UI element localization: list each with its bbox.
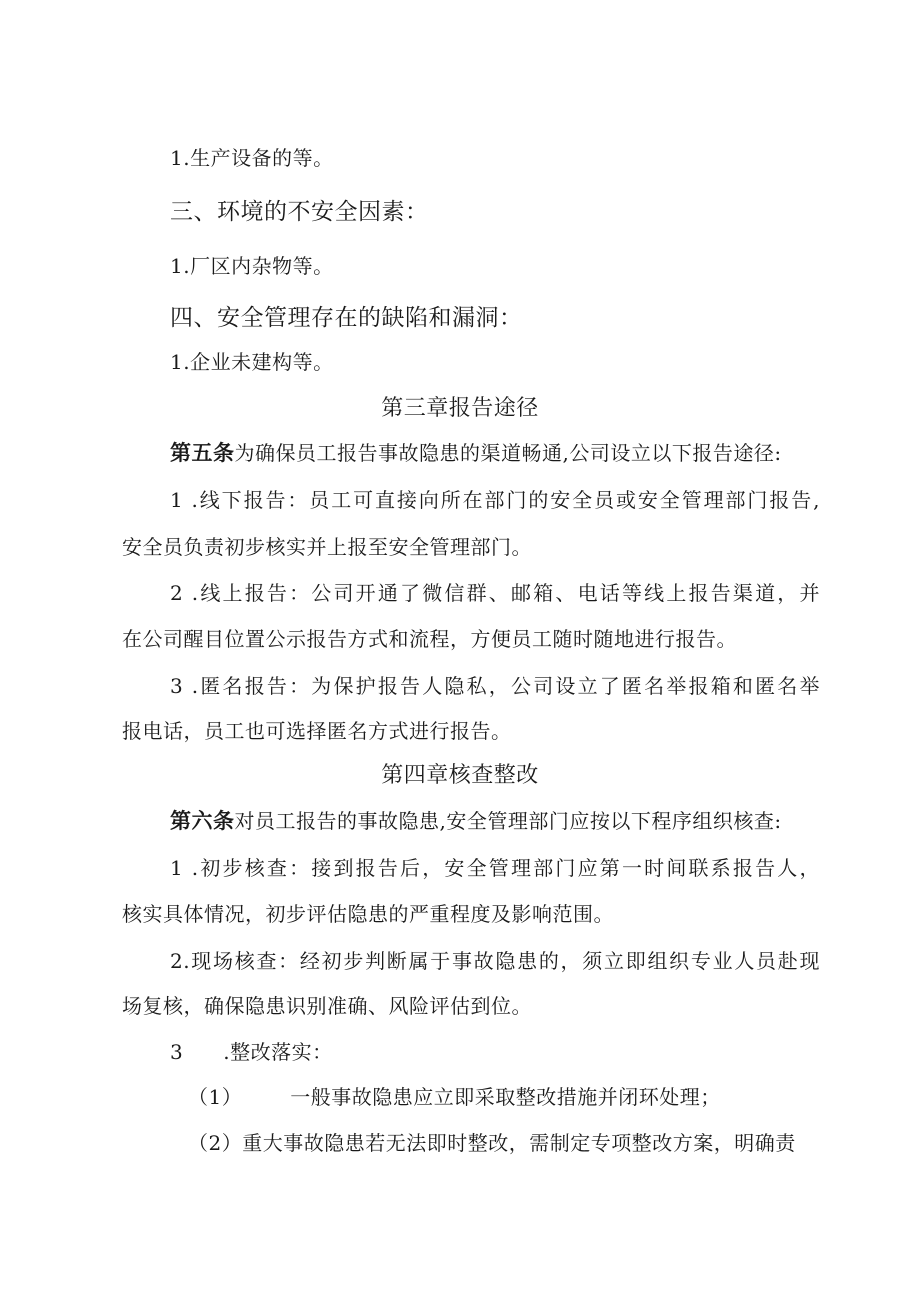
sub-item-major-hazard: （2）重大事故隐患若无法即时整改，需制定专项整改方案，明确责 [188, 1131, 796, 1155]
check-onsite-line-2: 场复核，确保隐患识别准确、风险评估到位。 [122, 994, 532, 1018]
article-five [170, 438, 782, 468]
check-initial-line-1: 1 .初步核查：接到报告后，安全管理部门应第一时间联系报告人， [170, 856, 820, 880]
item-factory-debris: 1.厂区内杂物等。 [170, 254, 334, 278]
sub-item-general-number: （1） [188, 1085, 243, 1109]
report-online-line-2: 在公司醒目位置公示报告方式和流程，方便员工随时随地进行报告。 [122, 627, 737, 651]
report-offline-line-2: 安全员负责初步核实并上报至安全管理部门。 [122, 535, 532, 559]
article-six-label: 第六条 [170, 809, 235, 833]
sub-item-general-text: 一般事故隐患应立即采取整改措施并闭环处理； [290, 1085, 721, 1109]
article-five-text: 为确保员工报告事故隐患的渠道畅通,公司设立以下报告途径: [234, 441, 782, 465]
section-heading-management-defects: 四、安全管理存在的缺陷和漏洞： [170, 305, 523, 331]
chapter-title-reporting: 第三章报告途径 [381, 396, 539, 421]
item-production-equipment: 1.生产设备的等。 [170, 146, 334, 170]
report-anonymous-line-1: 3 .匿名报告：为保护报告人隐私，公司设立了匿名举报箱和匿名举 [170, 674, 820, 698]
report-offline-line-1: 1 .线下报告：员工可直接向所在部门的安全员或安全管理部门报告, [170, 488, 820, 512]
sub-item-general-hazard [188, 1082, 721, 1112]
rectification-number: 3 [170, 1040, 184, 1064]
article-six-text: 对员工报告的事故隐患,安全管理部门应按以下程序组织核查: [234, 809, 782, 833]
rectification-item [170, 1037, 333, 1067]
article-five-label: 第五条 [170, 441, 235, 465]
item-enterprise-not-built: 1.企业未建构等。 [170, 350, 334, 374]
report-anonymous-line-2: 报电话，员工也可选择匿名方式进行报告。 [122, 719, 512, 743]
chapter-title-inspection: 第四章核查整改 [381, 763, 539, 788]
report-online-line-1: 2 .线上报告：公司开通了微信群、邮箱、电话等线上报告渠道，并 [170, 581, 820, 605]
check-onsite-line-1: 2.现场核查：经初步判断属于事故隐患的，须立即组织专业人员赴现 [170, 949, 820, 973]
check-initial-line-2: 核实具体情况，初步评估隐患的严重程度及影响范围。 [122, 902, 614, 926]
rectification-label: .整改落实： [223, 1040, 333, 1064]
section-heading-environment: 三、环境的不安全因素： [170, 199, 429, 225]
article-six [170, 806, 782, 836]
